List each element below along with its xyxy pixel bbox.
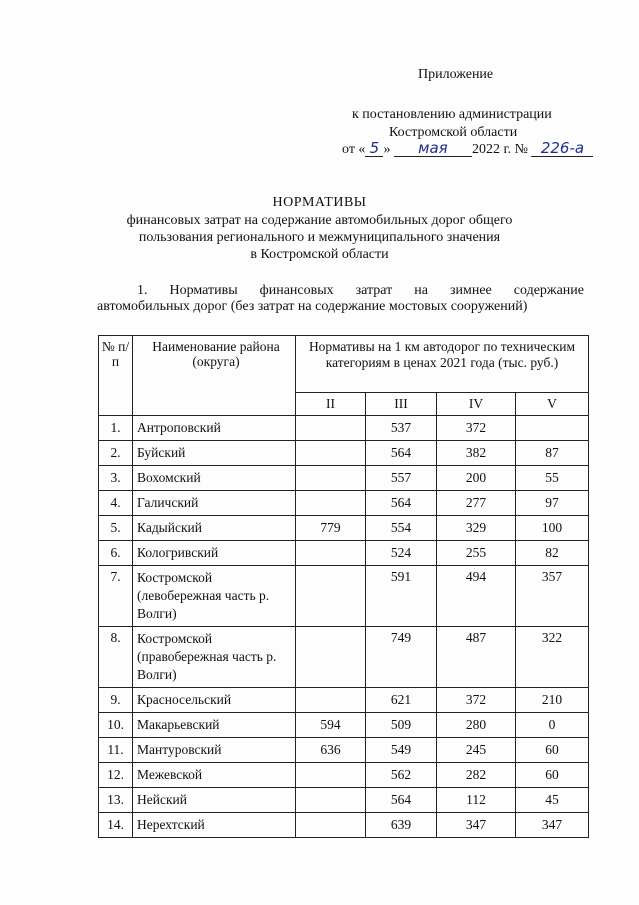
table-row (99, 541, 589, 566)
value-cat-4: 282 (437, 763, 516, 788)
district-name: Межевской (133, 763, 296, 788)
district-name: Нерехтский (133, 813, 296, 838)
value-cat-4: 277 (437, 491, 516, 516)
value-cat-3: 564 (366, 491, 437, 516)
value-cat-3: 621 (366, 688, 437, 713)
header-norms: Нормативы на 1 км автодорог по техническим категориям в ценах 2021 года (тыс. руб.) (296, 336, 589, 393)
value-cat-5: 87 (516, 441, 589, 466)
value-cat-3: 537 (366, 416, 437, 441)
table-row (99, 763, 589, 788)
value-cat-4: 329 (437, 516, 516, 541)
value-cat-3: 591 (366, 566, 437, 627)
value-cat-3: 557 (366, 466, 437, 491)
value-cat-3: 562 (366, 763, 437, 788)
value-cat-2 (296, 788, 366, 813)
value-cat-5: 210 (516, 688, 589, 713)
row-number: 4. (99, 491, 133, 516)
value-cat-5: 100 (516, 516, 589, 541)
table-row (99, 813, 589, 838)
value-cat-2 (296, 688, 366, 713)
date-month: мая (394, 141, 472, 157)
value-cat-4: 200 (437, 466, 516, 491)
table-row (99, 441, 589, 466)
district-name: Кологривский (133, 541, 296, 566)
section-line-1: 1. Нормативы финансовых затрат на зимнее содержание (137, 283, 584, 298)
district-name: Костромской (левобережная часть р. Волги) (133, 566, 296, 627)
value-cat-2: 779 (296, 516, 366, 541)
value-cat-4: 112 (437, 788, 516, 813)
header-cat-4: IV (437, 393, 516, 416)
value-cat-4: 487 (437, 627, 516, 688)
value-cat-4: 372 (437, 688, 516, 713)
row-number: 5. (99, 516, 133, 541)
value-cat-4: 372 (437, 416, 516, 441)
value-cat-5: 357 (516, 566, 589, 627)
value-cat-2: 594 (296, 713, 366, 738)
value-cat-3: 554 (366, 516, 437, 541)
header-name: Наименование района (округа) (133, 336, 296, 416)
value-cat-5: 60 (516, 738, 589, 763)
header-cat-5: V (516, 393, 589, 416)
value-cat-5: 97 (516, 491, 589, 516)
document-number: 226-а (531, 141, 593, 157)
resolution-line: к постановлению администрации (352, 107, 552, 122)
table-row (99, 566, 589, 627)
value-cat-2 (296, 763, 366, 788)
value-cat-5: 45 (516, 788, 589, 813)
region-line: Костромской области (389, 125, 518, 140)
value-cat-5: 322 (516, 627, 589, 688)
value-cat-4: 347 (437, 813, 516, 838)
subtitle-line-2: пользования регионального и межмуниципального значения (138, 230, 501, 245)
header-num: № п/п (99, 336, 133, 416)
value-cat-5 (516, 416, 589, 441)
district-name: Нейский (133, 788, 296, 813)
table-row (99, 738, 589, 763)
section-heading (97, 283, 584, 315)
row-number: 9. (99, 688, 133, 713)
value-cat-2: 636 (296, 738, 366, 763)
value-cat-4: 280 (437, 713, 516, 738)
subtitle-line-3: в Костромской области (250, 247, 389, 262)
district-name: Антроповский (133, 416, 296, 441)
district-name: Красносельский (133, 688, 296, 713)
value-cat-3: 749 (366, 627, 437, 688)
value-cat-4: 245 (437, 738, 516, 763)
table-row (99, 416, 589, 441)
district-name: Костромской (правобережная часть р. Волги) (133, 627, 296, 688)
value-cat-5: 60 (516, 763, 589, 788)
date-line (342, 141, 593, 158)
value-cat-3: 509 (366, 713, 437, 738)
row-number: 11. (99, 738, 133, 763)
district-name: Макарьевский (133, 713, 296, 738)
district-name: Буйский (133, 441, 296, 466)
header-cat-2: II (296, 393, 366, 416)
table-row (99, 466, 589, 491)
row-number: 13. (99, 788, 133, 813)
row-number: 2. (99, 441, 133, 466)
table-row (99, 788, 589, 813)
value-cat-2 (296, 813, 366, 838)
value-cat-5: 0 (516, 713, 589, 738)
date-day: 5 (365, 141, 383, 157)
table-row (99, 688, 589, 713)
district-name: Вохомский (133, 466, 296, 491)
district-name: Кадыйский (133, 516, 296, 541)
district-name: Мантуровский (133, 738, 296, 763)
row-number: 14. (99, 813, 133, 838)
value-cat-5: 347 (516, 813, 589, 838)
value-cat-2 (296, 441, 366, 466)
value-cat-3: 549 (366, 738, 437, 763)
district-name: Галичский (133, 491, 296, 516)
table-row (99, 627, 589, 688)
date-prefix: от « (342, 142, 366, 157)
value-cat-2 (296, 566, 366, 627)
row-number: 12. (99, 763, 133, 788)
value-cat-4: 382 (437, 441, 516, 466)
value-cat-4: 494 (437, 566, 516, 627)
value-cat-5: 82 (516, 541, 589, 566)
value-cat-3: 524 (366, 541, 437, 566)
value-cat-2 (296, 416, 366, 441)
row-number: 3. (99, 466, 133, 491)
table-row (99, 516, 589, 541)
row-number: 8. (99, 627, 133, 688)
date-year: 2022 г. № (471, 142, 528, 157)
row-number: 7. (99, 566, 133, 627)
norms-table (98, 335, 589, 838)
subtitle-line-1: финансовых затрат на содержание автомобильных дорог общего (126, 213, 513, 228)
value-cat-2 (296, 491, 366, 516)
value-cat-3: 639 (366, 813, 437, 838)
table-row (99, 713, 589, 738)
value-cat-5: 55 (516, 466, 589, 491)
document-title: НОРМАТИВЫ (272, 195, 367, 210)
row-number: 1. (99, 416, 133, 441)
date-mid: » (383, 142, 394, 157)
table-row (99, 491, 589, 516)
value-cat-2 (296, 541, 366, 566)
value-cat-3: 564 (366, 788, 437, 813)
appendix-label: Приложение (418, 67, 494, 82)
row-number: 6. (99, 541, 133, 566)
value-cat-2 (296, 466, 366, 491)
section-line-2: автомобильных дорог (без затрат на содержание мостовых сооружений) (97, 299, 528, 314)
value-cat-3: 564 (366, 441, 437, 466)
row-number: 10. (99, 713, 133, 738)
header-cat-3: III (366, 393, 437, 416)
value-cat-2 (296, 627, 366, 688)
value-cat-4: 255 (437, 541, 516, 566)
